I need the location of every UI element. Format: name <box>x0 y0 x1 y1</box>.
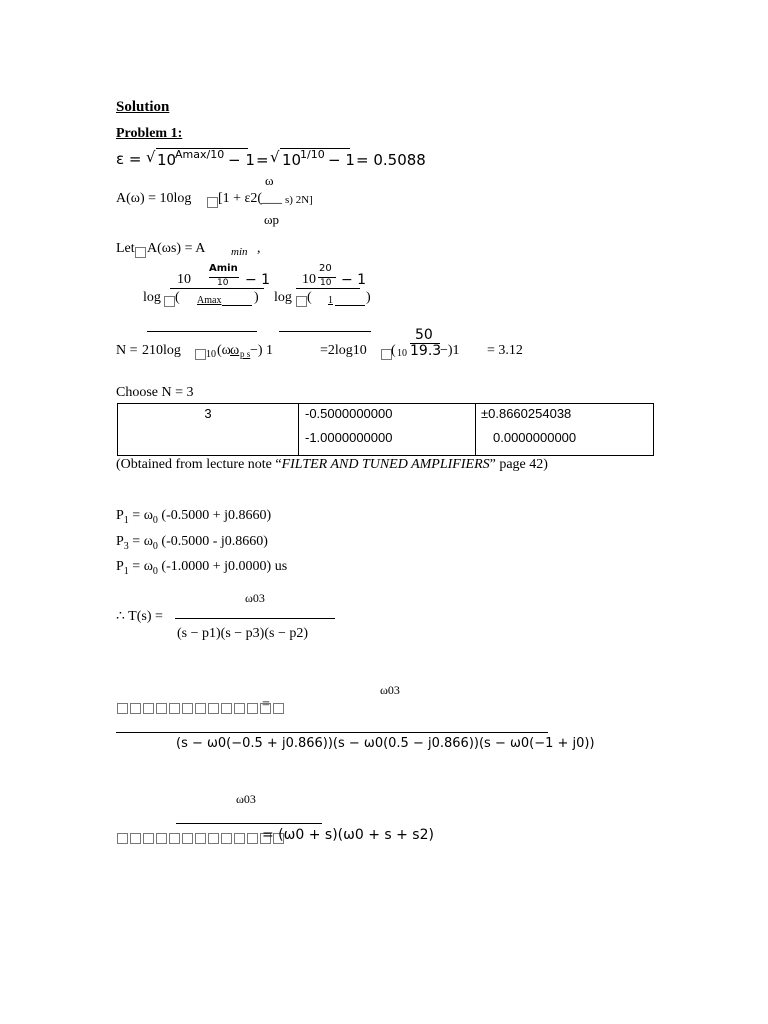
root2-tail: − 1 <box>328 151 355 169</box>
table-imag-2: 0.0000000000 <box>493 430 577 445</box>
pole-line: $P_1 = \omega_0$ (-0.5000 + j0.8660) <box>116 508 272 526</box>
pole-line: $P_1 = \omega_0$ (-1.0000 + j0.0000) us <box>116 559 288 577</box>
root1-tail: − 1 <box>228 151 255 169</box>
aw-bracket: [1 + ε2( <box>218 191 263 206</box>
amax-label: Amax <box>197 295 222 306</box>
log-1: log <box>143 290 161 305</box>
sqrt-sign-2: √ <box>270 148 280 166</box>
eq3-numerator: ω03 <box>236 792 256 806</box>
n-sub1: 10 <box>206 349 216 360</box>
fifty-label: 50 <box>415 327 433 343</box>
n-expr3: ω <box>230 343 240 358</box>
n-expr1: 210log <box>142 343 181 358</box>
ten-den-2: 10 <box>320 278 332 288</box>
ten-1: 10 <box>177 272 191 287</box>
ts-lhs: ∴ T(s) = <box>116 609 163 624</box>
root1-base: 10 <box>157 151 177 169</box>
source-note-post: ” page 42) <box>489 457 548 472</box>
butterworth-table <box>117 403 654 456</box>
aw-bottom: ωp <box>264 212 280 227</box>
let-comma: , <box>257 241 261 256</box>
n-expr4: −) 1 <box>250 343 274 358</box>
n-sub3: 10 <box>397 348 407 359</box>
minus-2: − 1 <box>341 272 367 288</box>
source-note-title: FILTER AND TUNED AMPLIFIERS <box>281 457 490 472</box>
let-expr: A(ωs) = A <box>147 241 206 256</box>
paren-1: ( <box>175 290 180 305</box>
root2-exp: 1/10 <box>300 148 325 161</box>
n-val: 19.3 <box>410 343 442 359</box>
table-n-value: 3 <box>204 406 212 421</box>
sqrt-sign-1: √ <box>146 148 156 166</box>
table-cell-imag <box>476 404 654 456</box>
source-note-pre: (Obtained from lecture note “ <box>116 457 282 472</box>
close-1: ) <box>254 290 259 305</box>
n-prefix: N = <box>116 343 138 358</box>
log-2: log <box>274 290 292 305</box>
table-cell-real <box>299 404 476 456</box>
ten-den-1: 10 <box>217 278 229 288</box>
page-heading: Solution <box>116 99 170 115</box>
aw-top: ω <box>265 173 274 188</box>
table-imag-1: ±0.8660254038 <box>481 406 572 421</box>
aw-line: A(ω) = 10log <box>116 191 192 206</box>
minus-1: − 1 <box>245 272 271 288</box>
aw-tail: s) 2N] <box>285 194 313 206</box>
root2-base: 10 <box>282 151 302 169</box>
eps-eq2: = <box>256 151 269 169</box>
twenty-label: 20 <box>319 263 332 274</box>
missing-glyph-row <box>116 829 285 847</box>
root1-exp: Amax/10 <box>175 148 225 161</box>
one-label: 1 <box>328 295 333 306</box>
n-eq2: =2log10 <box>320 343 367 358</box>
let-sub: min <box>231 246 248 258</box>
choose-n: Choose N = 3 <box>116 385 194 400</box>
aw-blank: ___ <box>261 191 282 206</box>
close-2: ) <box>366 290 371 305</box>
n-expr5: ( <box>391 343 396 358</box>
eps-lhs: ε = <box>116 150 142 168</box>
missing-glyph-icon <box>134 243 147 261</box>
amin-label: Amin <box>209 263 238 274</box>
ts-numerator: ω03 <box>245 591 265 605</box>
eq2-denominator: (s − ω0(−0.5 + j0.866))(s − ω0(0.5 − j0.866))(s − ω0(−1 + j0)) <box>176 736 595 751</box>
eq2-numerator: ω03 <box>380 683 400 697</box>
eps-result: = 0.5088 <box>356 151 426 169</box>
ten-2: 10 <box>302 272 316 287</box>
problem-label: Problem 1: <box>116 126 183 141</box>
paren-2: ( <box>307 290 312 305</box>
n-expr6: −)1 <box>440 343 460 358</box>
pole-line: $P_3 = \omega_0$ (-0.5000 - j0.8660) <box>116 534 268 552</box>
table-real-1: -0.5000000000 <box>305 406 393 421</box>
eq3-rhs: = (ω0 + s)(ω0 + s + s2) <box>262 827 434 843</box>
table-cell-n <box>118 404 299 456</box>
source-note <box>116 457 548 473</box>
n-sub2: p s <box>240 349 251 359</box>
missing-glyph-row <box>116 699 285 717</box>
table-real-2: -1.0000000000 <box>305 430 393 445</box>
let-text: Let <box>116 241 135 256</box>
ts-denominator: (s − p1)(s − p3)(s − p2) <box>177 626 309 641</box>
eq2-equals: = <box>262 697 270 712</box>
n-result: = 3.12 <box>487 343 523 358</box>
n-expr2: (ω <box>217 343 231 358</box>
